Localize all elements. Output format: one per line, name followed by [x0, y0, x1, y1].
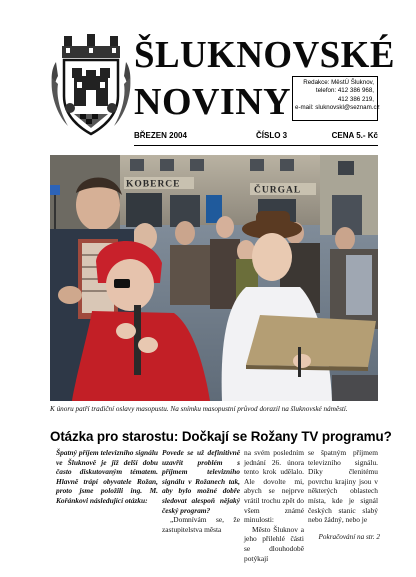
carnival-procession-photo — [50, 155, 378, 401]
article-question: Povede se už definitivně uzavřít problém s příjmem televizního signálu v Rožanech tak, aby bylo možné dobře sledovat alespoň nějaký český program? — [162, 448, 240, 515]
contact-line: telefon: 412 386 968, — [315, 87, 374, 95]
editorial-contact-box — [292, 76, 378, 121]
article-column-4 — [308, 448, 378, 525]
contact-line: Redakce: MěstÚ Šluknov, — [303, 79, 374, 86]
masthead-divider — [134, 145, 378, 146]
issue-info-bar — [134, 128, 378, 144]
newspaper-title-line2: NOVINY — [134, 81, 292, 123]
town-crest-icon — [50, 34, 132, 140]
article-headline: Otázka pro starostu: Dočkají se Rožany TV programu? — [50, 429, 392, 444]
article-column-2 — [162, 448, 240, 534]
issue-date: BŘEZEN 2004 — [134, 131, 187, 140]
issue-number: ČÍSLO 3 — [256, 131, 288, 140]
contact-email: e-mail: sluknovskl@seznam.cz — [295, 104, 380, 112]
article-paragraph: Město Šluknov a jeho přilehlé části se dlouhodobě potýkají — [244, 524, 304, 563]
shop-sign-curgal: ČURGAL — [254, 185, 302, 196]
article-paragraph: na svém posledním jednání 26. února tento krok udělalo. Ale dovolte mi, abych se nejprve vrátil trochu zpět do všem známé minulosti: — [244, 448, 304, 525]
article-intro: Špatný příjem televizního signálu ve Šluknově je již delší dobu často diskutovaným tématem. Hlavně trápí obyvatele Rožan, proto jsme položili ing. M. Kořánkovi následující otázku: — [56, 448, 158, 505]
shop-sign-koberce: KOBERCE — [126, 179, 181, 190]
article-answer-start: „Domnívám se, že zastupitelstva města — [162, 515, 240, 534]
newspaper-title-line1: ŠLUKNOVSKÉ — [134, 34, 395, 76]
contact-line: 412 386 219, — [337, 95, 374, 103]
photo-caption: K únoru patří tradiční oslavy masopustu. Na snímku masopustní průvod dorazil na šluknovské náměstí. — [50, 405, 348, 413]
article-paragraph: se špatným příjmem televizního signálu. Díky členitému povrchu krajiny jsou v některých oblastech místa, kde je signál českých stanic slabý nebo žádný, nebo je — [308, 448, 378, 525]
issue-price: CENA 5.- Kč — [331, 131, 378, 140]
article-column-1 — [56, 448, 158, 506]
continued-on-page-link[interactable]: Pokračování na str. 2 — [318, 533, 380, 541]
article-column-3 — [244, 448, 304, 563]
